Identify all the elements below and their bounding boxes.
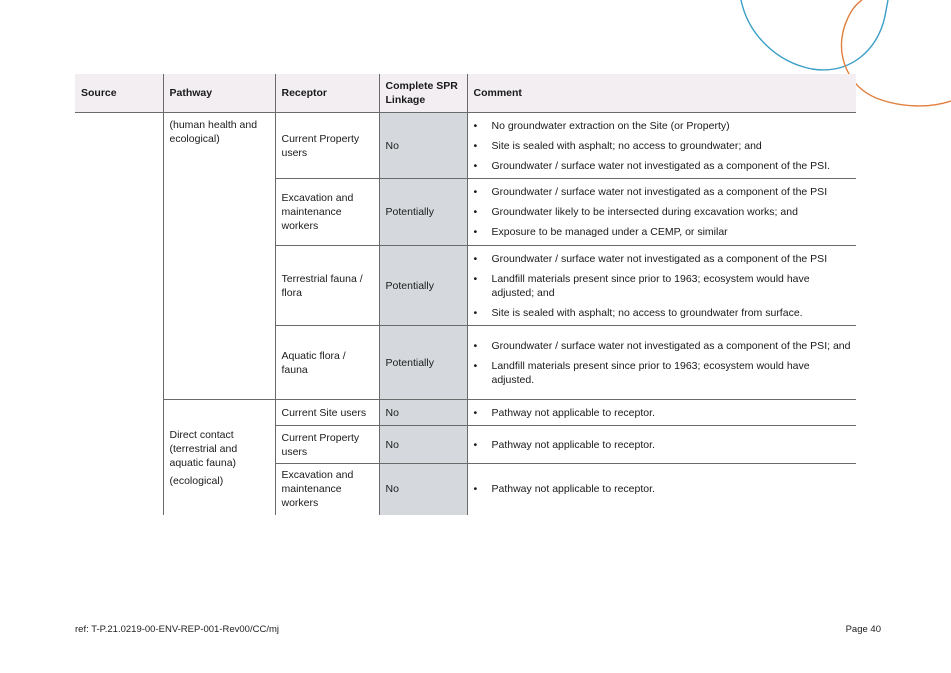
- bullet-glyph: •: [473, 406, 478, 419]
- comment-text: Landfill materials present since prior to 1963; ecosystem would have adjusted.: [491, 359, 810, 386]
- comment-bullet: [474, 185, 853, 199]
- receptor-cell: Excavation and maintenance workers: [275, 179, 379, 246]
- bullet-glyph: •: [473, 438, 478, 451]
- receptor-cell: Current Property users: [275, 113, 379, 179]
- linkage-cell: No: [379, 400, 467, 426]
- linkage-cell: No: [379, 113, 467, 179]
- header-receptor: Receptor: [275, 74, 379, 113]
- header-linkage: Complete SPR Linkage: [379, 74, 467, 113]
- receptor-cell: Terrestrial fauna / flora: [275, 246, 379, 326]
- bullet-glyph: •: [473, 186, 478, 198]
- linkage-cell: Potentially: [379, 246, 467, 326]
- comment-text: Site is sealed with asphalt; no access to groundwater; and: [491, 139, 762, 152]
- source-cell: [75, 113, 163, 515]
- linkage-cell: No: [379, 464, 467, 515]
- comment-bullet: [474, 272, 853, 300]
- bullet-glyph: •: [473, 339, 478, 352]
- comment-text: Pathway not applicable to receptor.: [491, 406, 655, 419]
- comment-text: Groundwater / surface water not investigated as a component of the PSI: [491, 252, 828, 265]
- orange-swirl-line: [842, 0, 951, 106]
- comment-bullet: [474, 339, 853, 353]
- page-number: Page 40: [845, 624, 881, 635]
- pathway-text: (ecological): [169, 475, 224, 488]
- comment-text: Groundwater / surface water not investigated as a component of the PSI; and: [491, 339, 851, 352]
- comment-text: Groundwater / surface water not investigated as a component of the PSI: [491, 186, 828, 198]
- header-comment: Comment: [467, 74, 856, 113]
- receptor-cell: Aquatic flora / fauna: [275, 326, 379, 400]
- comment-bullet: [474, 119, 853, 133]
- bullet-glyph: •: [473, 119, 478, 132]
- comment-text: Pathway not applicable to receptor.: [491, 483, 655, 496]
- spr-linkage-table: [75, 74, 856, 515]
- comment-text: Groundwater / surface water not investigated as a component of the PSI.: [491, 159, 831, 172]
- bullet-glyph: •: [473, 159, 478, 172]
- comment-bullet: [474, 252, 853, 266]
- comment-text: Landfill materials present since prior to 1963; ecosystem would have adjusted; and: [491, 272, 810, 299]
- receptor-cell: Current Site users: [275, 400, 379, 426]
- pathway-text: Direct contact (terrestrial and aquatic fauna): [169, 429, 238, 470]
- comment-text: Pathway not applicable to receptor.: [491, 438, 655, 451]
- comment-bullet: [474, 205, 853, 219]
- bullet-glyph: •: [473, 272, 478, 285]
- bullet-glyph: •: [473, 139, 478, 152]
- comment-cell: [467, 464, 856, 515]
- bullet-glyph: •: [473, 306, 478, 319]
- linkage-cell: No: [379, 426, 467, 464]
- linkage-cell: Potentially: [379, 179, 467, 246]
- comment-text: Site is sealed with asphalt; no access to groundwater from surface.: [491, 306, 803, 319]
- comment-bullet: [474, 225, 853, 239]
- comment-bullet: [474, 306, 853, 320]
- table-header-row: [75, 74, 856, 113]
- comment-text: Exposure to be managed under a CEMP, or similar: [491, 226, 728, 238]
- bullet-glyph: •: [473, 206, 478, 218]
- comment-cell: [467, 326, 856, 400]
- receptor-cell: Current Property users: [275, 426, 379, 464]
- comment-cell: [467, 179, 856, 246]
- footer-reference: ref: T-P.21.0219-00-ENV-REP-001-Rev00/CC/mj: [75, 624, 279, 635]
- comment-cell: [467, 113, 856, 179]
- comment-bullet: [474, 406, 853, 420]
- comment-text: Groundwater likely to be intersected during excavation works; and: [491, 206, 798, 218]
- comment-bullet: [474, 159, 853, 173]
- pathway-text: (human health and ecological): [169, 119, 258, 145]
- table-row: [75, 113, 856, 179]
- table-row: [75, 400, 856, 426]
- pathway-cell: [163, 113, 275, 400]
- blue-swirl-line: [741, 0, 888, 70]
- comment-text: No groundwater extraction on the Site (or Property): [491, 119, 730, 132]
- bullet-glyph: •: [473, 226, 478, 238]
- receptor-cell: Excavation and maintenance workers: [275, 464, 379, 515]
- comment-bullet: [474, 359, 853, 387]
- bullet-glyph: •: [473, 359, 478, 372]
- bullet-glyph: •: [473, 252, 478, 265]
- header-pathway: Pathway: [163, 74, 275, 113]
- comment-cell: [467, 426, 856, 464]
- bullet-glyph: •: [473, 483, 478, 496]
- linkage-cell: Potentially: [379, 326, 467, 400]
- pathway-cell: [163, 400, 275, 515]
- comment-bullet: [474, 482, 853, 496]
- comment-cell: [467, 400, 856, 426]
- comment-cell: [467, 246, 856, 326]
- header-source: Source: [75, 74, 163, 113]
- comment-bullet: [474, 438, 853, 452]
- comment-bullet: [474, 139, 853, 153]
